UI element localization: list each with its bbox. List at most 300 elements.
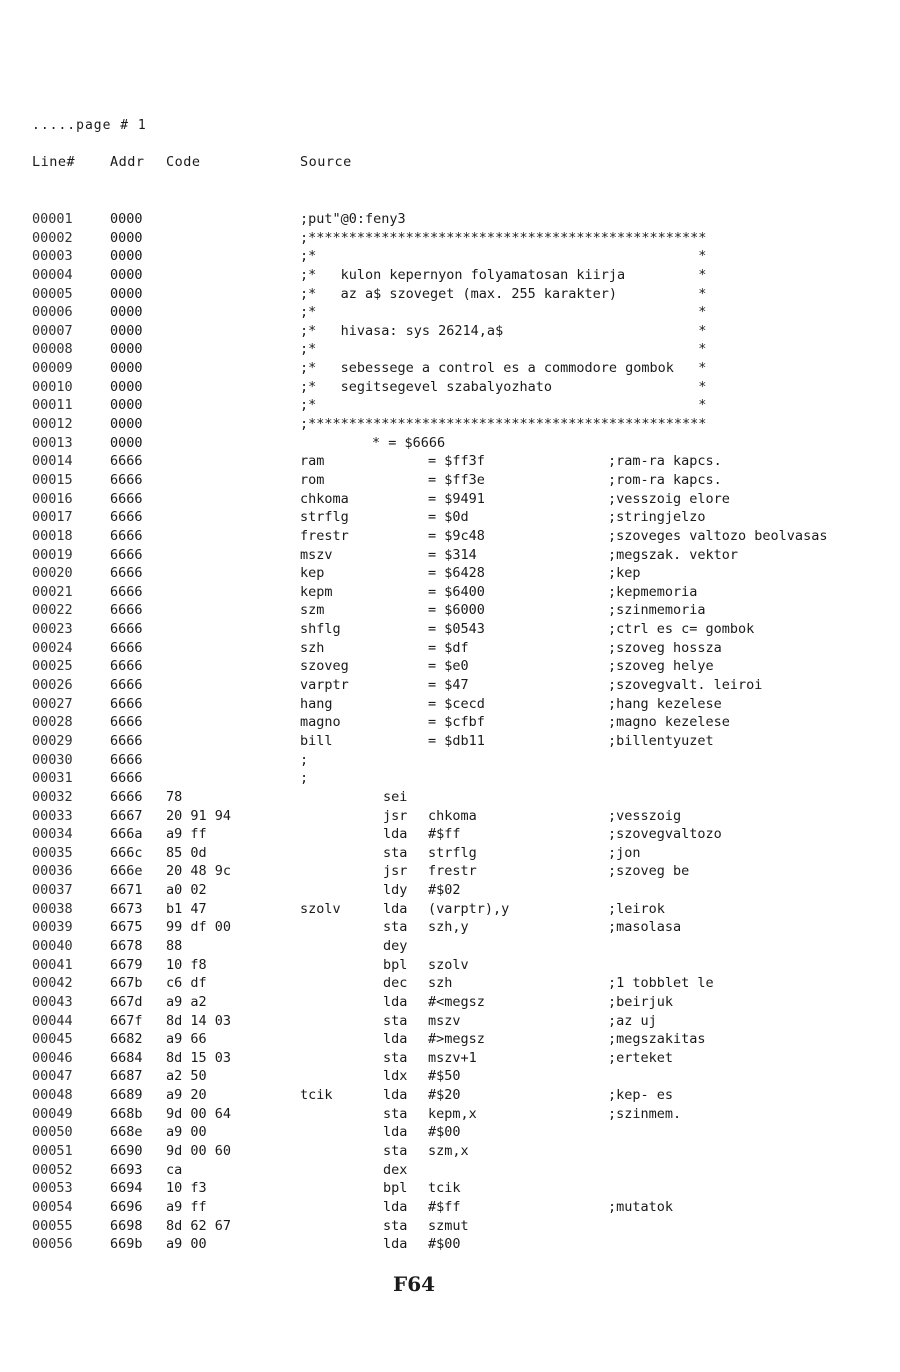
operand: #$00 bbox=[428, 1124, 461, 1141]
address: 6666 bbox=[110, 490, 143, 507]
listing-row bbox=[0, 583, 900, 602]
operand: mszv+1 bbox=[428, 1049, 477, 1066]
comment: ;szoveg be bbox=[608, 863, 690, 880]
comment: ;stringjelzo bbox=[608, 509, 706, 526]
address: 0000 bbox=[110, 322, 143, 339]
mnemonic: lda bbox=[383, 993, 408, 1010]
comment: ;vesszoig bbox=[608, 807, 682, 824]
address: 6666 bbox=[110, 621, 143, 638]
listing-row bbox=[0, 918, 900, 937]
operand: (varptr),y bbox=[428, 900, 510, 917]
mnemonic: sta bbox=[383, 844, 408, 861]
machine-code: a9 20 bbox=[166, 1087, 207, 1104]
line-number: 00026 bbox=[32, 677, 73, 694]
address: 6678 bbox=[110, 937, 143, 954]
listing-row bbox=[0, 378, 900, 397]
line-number: 00005 bbox=[32, 285, 73, 302]
source-label: strflg bbox=[300, 509, 349, 526]
source-text: ;* hivasa: sys 26214,a$ * bbox=[300, 322, 707, 339]
line-number: 00027 bbox=[32, 695, 73, 712]
listing-row bbox=[0, 490, 900, 509]
line-number: 00030 bbox=[32, 751, 73, 768]
address: 0000 bbox=[110, 434, 143, 451]
operand: = $ff3f bbox=[428, 453, 485, 470]
source-label: ram bbox=[300, 453, 325, 470]
mnemonic: sta bbox=[383, 1049, 408, 1066]
address: 669b bbox=[110, 1236, 143, 1253]
line-number: 00009 bbox=[32, 360, 73, 377]
source-label: hang bbox=[300, 695, 333, 712]
comment: ;az uj bbox=[608, 1012, 657, 1029]
operand: chkoma bbox=[428, 807, 477, 824]
address: 6666 bbox=[110, 546, 143, 563]
comment: ;hang kezelese bbox=[608, 695, 722, 712]
machine-code: a9 00 bbox=[166, 1236, 207, 1253]
listing-row bbox=[0, 657, 900, 676]
address: 6696 bbox=[110, 1198, 143, 1215]
operand: = $47 bbox=[428, 677, 469, 694]
listing-row bbox=[0, 993, 900, 1012]
source-label: bill bbox=[300, 732, 333, 749]
line-number: 00045 bbox=[32, 1031, 73, 1048]
mnemonic: ldy bbox=[383, 882, 408, 899]
operand: #>megsz bbox=[428, 1031, 485, 1048]
source-label: mszv bbox=[300, 546, 333, 563]
listing-row bbox=[0, 1142, 900, 1161]
source-label: kepm bbox=[300, 583, 333, 600]
machine-code: a9 ff bbox=[166, 826, 207, 843]
source-text: ;* sebessege a control es a commodore gombok * bbox=[300, 360, 707, 377]
source-label: szolv bbox=[300, 900, 341, 917]
comment: ;megszak. vektor bbox=[608, 546, 739, 563]
source-text: ;* * bbox=[300, 248, 707, 265]
address: 6667 bbox=[110, 807, 143, 824]
line-number: 00013 bbox=[32, 434, 73, 451]
address: 6666 bbox=[110, 602, 143, 619]
address: 6666 bbox=[110, 565, 143, 582]
operand: = $6400 bbox=[428, 583, 485, 600]
line-number: 00015 bbox=[32, 471, 73, 488]
listing-row bbox=[0, 900, 900, 919]
operand: = $9491 bbox=[428, 490, 485, 507]
mnemonic: bpl bbox=[383, 1180, 408, 1197]
line-number: 00007 bbox=[32, 322, 73, 339]
listing-row bbox=[0, 862, 900, 881]
source-label: shflg bbox=[300, 621, 341, 638]
address: 6684 bbox=[110, 1049, 143, 1066]
listing-row bbox=[0, 956, 900, 975]
address: 666e bbox=[110, 863, 143, 880]
line-number: 00051 bbox=[32, 1143, 73, 1160]
comment: ;szoveges valtozo beolvasas bbox=[608, 527, 828, 544]
listing-row bbox=[0, 1235, 900, 1254]
address: 667b bbox=[110, 975, 143, 992]
line-number: 00040 bbox=[32, 937, 73, 954]
comment: ;megszakitas bbox=[608, 1031, 706, 1048]
page-number: F64 bbox=[393, 1272, 436, 1296]
machine-code: 9d 00 64 bbox=[166, 1105, 232, 1122]
address: 6682 bbox=[110, 1031, 143, 1048]
source-label: varptr bbox=[300, 677, 349, 694]
line-number: 00004 bbox=[32, 266, 73, 283]
operand: #$ff bbox=[428, 1198, 461, 1215]
operand: = $cecd bbox=[428, 695, 485, 712]
mnemonic: lda bbox=[383, 1087, 408, 1104]
line-number: 00012 bbox=[32, 416, 73, 433]
line-number: 00046 bbox=[32, 1049, 73, 1066]
source-label: ; bbox=[300, 751, 309, 768]
address: 666c bbox=[110, 844, 143, 861]
listing-row bbox=[0, 396, 900, 415]
listing-row bbox=[0, 415, 900, 434]
mnemonic: sta bbox=[383, 1217, 408, 1234]
listing-row bbox=[0, 1217, 900, 1236]
operand: #<megsz bbox=[428, 993, 485, 1010]
mnemonic: sta bbox=[383, 1012, 408, 1029]
listing-row bbox=[0, 620, 900, 639]
listing-row bbox=[0, 1179, 900, 1198]
mnemonic: bpl bbox=[383, 956, 408, 973]
line-number: 00031 bbox=[32, 770, 73, 787]
operand: = $6000 bbox=[428, 602, 485, 619]
operand: = $db11 bbox=[428, 732, 485, 749]
address: 6666 bbox=[110, 751, 143, 768]
listing-row bbox=[0, 546, 900, 565]
listing-row bbox=[0, 1161, 900, 1180]
column-header-line: Line# bbox=[32, 154, 76, 170]
address: 0000 bbox=[110, 304, 143, 321]
machine-code: 78 bbox=[166, 788, 183, 805]
source-label: szh bbox=[300, 639, 325, 656]
address: 6671 bbox=[110, 882, 143, 899]
column-header-source: Source bbox=[300, 154, 352, 170]
address: 667f bbox=[110, 1012, 143, 1029]
machine-code: 85 0d bbox=[166, 844, 207, 861]
address: 6666 bbox=[110, 732, 143, 749]
machine-code: 10 f8 bbox=[166, 956, 207, 973]
source-text: ;* * bbox=[300, 397, 707, 414]
address: 6689 bbox=[110, 1087, 143, 1104]
address: 6666 bbox=[110, 770, 143, 787]
operand: szh,y bbox=[428, 919, 469, 936]
source-text: ;* * bbox=[300, 304, 707, 321]
comment: ;masolasa bbox=[608, 919, 682, 936]
listing-row bbox=[0, 210, 900, 229]
address: 6694 bbox=[110, 1180, 143, 1197]
address: 0000 bbox=[110, 341, 143, 358]
machine-code: 20 48 9c bbox=[166, 863, 232, 880]
address: 6666 bbox=[110, 527, 143, 544]
address: 6666 bbox=[110, 453, 143, 470]
comment: ;szovegvalt. leiroi bbox=[608, 677, 763, 694]
address: 0000 bbox=[110, 360, 143, 377]
address: 6666 bbox=[110, 639, 143, 656]
address: 0000 bbox=[110, 378, 143, 395]
comment: ;rom-ra kapcs. bbox=[608, 471, 722, 488]
mnemonic: sta bbox=[383, 919, 408, 936]
line-number: 00049 bbox=[32, 1105, 73, 1122]
listing-row bbox=[0, 769, 900, 788]
address: 6666 bbox=[110, 583, 143, 600]
operand: = $314 bbox=[428, 546, 477, 563]
line-number: 00039 bbox=[32, 919, 73, 936]
source-label: magno bbox=[300, 714, 341, 731]
address: 6690 bbox=[110, 1143, 143, 1160]
line-number: 00029 bbox=[32, 732, 73, 749]
line-number: 00054 bbox=[32, 1198, 73, 1215]
operand: szolv bbox=[428, 956, 469, 973]
source-label: szm bbox=[300, 602, 325, 619]
column-header-addr: Addr bbox=[110, 154, 145, 170]
comment: ;ram-ra kapcs. bbox=[608, 453, 722, 470]
listing-row bbox=[0, 695, 900, 714]
listing-row bbox=[0, 1030, 900, 1049]
listing-row bbox=[0, 266, 900, 285]
address: 6673 bbox=[110, 900, 143, 917]
address: 6666 bbox=[110, 471, 143, 488]
source-text: ;************************************************* bbox=[300, 416, 707, 433]
comment: ;jon bbox=[608, 844, 641, 861]
machine-code: a2 50 bbox=[166, 1068, 207, 1085]
mnemonic: sta bbox=[383, 1105, 408, 1122]
listing-row bbox=[0, 974, 900, 993]
line-number: 00047 bbox=[32, 1068, 73, 1085]
address: 668e bbox=[110, 1124, 143, 1141]
line-number: 00003 bbox=[32, 248, 73, 265]
listing-row bbox=[0, 527, 900, 546]
line-number: 00021 bbox=[32, 583, 73, 600]
machine-code: a9 a2 bbox=[166, 993, 207, 1010]
address: 0000 bbox=[110, 211, 143, 227]
source-label: ; bbox=[300, 770, 309, 787]
operand: tcik bbox=[428, 1180, 461, 1197]
operand: = $9c48 bbox=[428, 527, 485, 544]
operand: #$00 bbox=[428, 1236, 461, 1253]
operand: szmut bbox=[428, 1217, 469, 1234]
operand: = $0d bbox=[428, 509, 469, 526]
source-label: tcik bbox=[300, 1087, 333, 1104]
listing-row bbox=[0, 1105, 900, 1124]
mnemonic: jsr bbox=[383, 807, 408, 824]
line-number: 00020 bbox=[32, 565, 73, 582]
listing-row bbox=[0, 303, 900, 322]
listing bbox=[0, 210, 900, 1254]
comment: ;kep- es bbox=[608, 1087, 674, 1104]
line-number: 00034 bbox=[32, 826, 73, 843]
line-number: 00038 bbox=[32, 900, 73, 917]
comment: ;szoveg helye bbox=[608, 658, 714, 675]
mnemonic: sta bbox=[383, 1143, 408, 1160]
mnemonic: sei bbox=[383, 788, 408, 805]
mnemonic: dec bbox=[383, 975, 408, 992]
comment: ;erteket bbox=[608, 1049, 674, 1066]
machine-code: 88 bbox=[166, 937, 183, 954]
source-text: ;************************************************* bbox=[300, 229, 707, 246]
machine-code: 20 91 94 bbox=[166, 807, 232, 824]
line-number: 00033 bbox=[32, 807, 73, 824]
address: 6675 bbox=[110, 919, 143, 936]
listing-row bbox=[0, 844, 900, 863]
line-number: 00011 bbox=[32, 397, 73, 414]
machine-code: a9 ff bbox=[166, 1198, 207, 1215]
line-number: 00018 bbox=[32, 527, 73, 544]
mnemonic: dex bbox=[383, 1161, 408, 1178]
listing-row bbox=[0, 807, 900, 826]
line-number: 00055 bbox=[32, 1217, 73, 1234]
source-label: kep bbox=[300, 565, 325, 582]
machine-code: 8d 14 03 bbox=[166, 1012, 232, 1029]
comment: ;mutatok bbox=[608, 1198, 674, 1215]
comment: ;leirok bbox=[608, 900, 665, 917]
listing-row bbox=[0, 881, 900, 900]
listing-row bbox=[0, 340, 900, 359]
operand: = $cfbf bbox=[428, 714, 485, 731]
listing-row bbox=[0, 751, 900, 770]
line-number: 00010 bbox=[32, 378, 73, 395]
address: 6666 bbox=[110, 677, 143, 694]
line-number: 00044 bbox=[32, 1012, 73, 1029]
machine-code: b1 47 bbox=[166, 900, 207, 917]
comment: ;ctrl es c= gombok bbox=[608, 621, 755, 638]
listing-row bbox=[0, 601, 900, 620]
listing-row bbox=[0, 1049, 900, 1068]
listing-row bbox=[0, 1012, 900, 1031]
source-label: szoveg bbox=[300, 658, 349, 675]
line-number: 00050 bbox=[32, 1124, 73, 1141]
line-number: 00043 bbox=[32, 993, 73, 1010]
comment: ;szinmem. bbox=[608, 1105, 682, 1122]
listing-row bbox=[0, 732, 900, 751]
line-number: 00032 bbox=[32, 788, 73, 805]
mnemonic: jsr bbox=[383, 863, 408, 880]
operand: = $df bbox=[428, 639, 469, 656]
line-number: 00053 bbox=[32, 1180, 73, 1197]
address: 0000 bbox=[110, 248, 143, 265]
machine-code: c6 df bbox=[166, 975, 207, 992]
listing-row bbox=[0, 508, 900, 527]
machine-code: 8d 15 03 bbox=[166, 1049, 232, 1066]
address: 6666 bbox=[110, 714, 143, 731]
line-number: 00001 bbox=[32, 211, 73, 227]
mnemonic: lda bbox=[383, 1198, 408, 1215]
operand: #$ff bbox=[428, 826, 461, 843]
address: 6687 bbox=[110, 1068, 143, 1085]
machine-code: a9 00 bbox=[166, 1124, 207, 1141]
listing-row bbox=[0, 229, 900, 248]
comment: ;billentyuzet bbox=[608, 732, 714, 749]
listing-row bbox=[0, 285, 900, 304]
listing-row bbox=[0, 322, 900, 341]
listing-row bbox=[0, 788, 900, 807]
page-header: .....page # 1 bbox=[32, 118, 147, 133]
line-number: 00037 bbox=[32, 882, 73, 899]
source-label: rom bbox=[300, 471, 325, 488]
machine-code: 99 df 00 bbox=[166, 919, 232, 936]
address: 6666 bbox=[110, 788, 143, 805]
address: 666a bbox=[110, 826, 143, 843]
operand: #$50 bbox=[428, 1068, 461, 1085]
machine-code: a0 02 bbox=[166, 882, 207, 899]
operand: mszv bbox=[428, 1012, 461, 1029]
operand: = $6428 bbox=[428, 565, 485, 582]
address: 6666 bbox=[110, 658, 143, 675]
line-number: 00014 bbox=[32, 453, 73, 470]
line-number: 00025 bbox=[32, 658, 73, 675]
listing-row bbox=[0, 564, 900, 583]
machine-code: 9d 00 60 bbox=[166, 1143, 232, 1160]
source-label: chkoma bbox=[300, 490, 349, 507]
mnemonic: lda bbox=[383, 1124, 408, 1141]
source-text: ;* az a$ szoveget (max. 255 karakter) * bbox=[300, 285, 707, 302]
mnemonic: ldx bbox=[383, 1068, 408, 1085]
address: 668b bbox=[110, 1105, 143, 1122]
address: 667d bbox=[110, 993, 143, 1010]
source-label: frestr bbox=[300, 527, 349, 544]
line-number: 00036 bbox=[32, 863, 73, 880]
listing-row bbox=[0, 676, 900, 695]
comment: ;1 tobblet le bbox=[608, 975, 714, 992]
comment: ;szovegvaltozo bbox=[608, 826, 722, 843]
machine-code: 10 f3 bbox=[166, 1180, 207, 1197]
line-number: 00017 bbox=[32, 509, 73, 526]
address: 0000 bbox=[110, 229, 143, 246]
address: 0000 bbox=[110, 416, 143, 433]
operand: frestr bbox=[428, 863, 477, 880]
address: 6666 bbox=[110, 509, 143, 526]
comment: ;vesszoig elore bbox=[608, 490, 730, 507]
line-number: 00002 bbox=[32, 229, 73, 246]
operand: strflg bbox=[428, 844, 477, 861]
listing-row bbox=[0, 434, 900, 453]
address: 0000 bbox=[110, 285, 143, 302]
mnemonic: lda bbox=[383, 1031, 408, 1048]
mnemonic: lda bbox=[383, 1236, 408, 1253]
line-number: 00041 bbox=[32, 956, 73, 973]
mnemonic: * = $6666 bbox=[372, 434, 446, 451]
column-header-code: Code bbox=[166, 154, 201, 170]
comment: ;beirjuk bbox=[608, 993, 674, 1010]
line-number: 00008 bbox=[32, 341, 73, 358]
line-number: 00028 bbox=[32, 714, 73, 731]
operand: #$20 bbox=[428, 1087, 461, 1104]
comment: ;kepmemoria bbox=[608, 583, 698, 600]
listing-row bbox=[0, 825, 900, 844]
comment: ;szinmemoria bbox=[608, 602, 706, 619]
address: 6698 bbox=[110, 1217, 143, 1234]
mnemonic: lda bbox=[383, 900, 408, 917]
mnemonic: lda bbox=[383, 826, 408, 843]
listing-row bbox=[0, 247, 900, 266]
line-number: 00016 bbox=[32, 490, 73, 507]
line-number: 00056 bbox=[32, 1236, 73, 1253]
address: 0000 bbox=[110, 266, 143, 283]
operand: szm,x bbox=[428, 1143, 469, 1160]
address: 6679 bbox=[110, 956, 143, 973]
machine-code: 8d 62 67 bbox=[166, 1217, 232, 1234]
line-number: 00023 bbox=[32, 621, 73, 638]
source-text: ;* * bbox=[300, 341, 707, 358]
operand: = $ff3e bbox=[428, 471, 485, 488]
address: 6666 bbox=[110, 695, 143, 712]
listing-row bbox=[0, 359, 900, 378]
listing-row bbox=[0, 639, 900, 658]
comment: ;magno kezelese bbox=[608, 714, 730, 731]
listing-row bbox=[0, 471, 900, 490]
operand: kepm,x bbox=[428, 1105, 477, 1122]
listing-row bbox=[0, 1123, 900, 1142]
source-text: ;put"@0:feny3 bbox=[300, 211, 406, 227]
mnemonic: dey bbox=[383, 937, 408, 954]
